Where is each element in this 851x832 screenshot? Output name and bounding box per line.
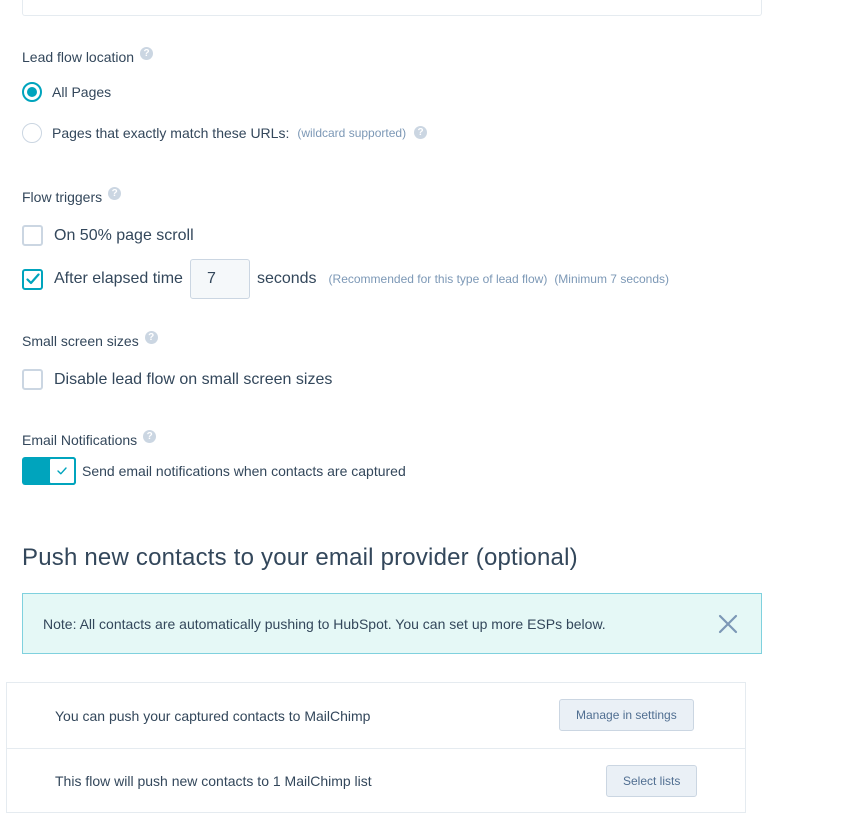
info-note [22, 593, 762, 654]
small-screen-label: Small screen sizes [22, 333, 139, 349]
help-icon[interactable]: ? [140, 47, 153, 60]
section-title: Push new contacts to your email provider (optional) [22, 544, 578, 571]
flow-triggers-label: Flow triggers [22, 189, 103, 205]
small-screen-heading [22, 333, 158, 349]
help-icon[interactable]: ? [145, 331, 158, 344]
checkbox-page-scroll[interactable] [22, 225, 194, 246]
radio-matching-urls[interactable] [22, 123, 427, 143]
flow-triggers-heading [22, 189, 121, 205]
email-notifications-label: Email Notifications [22, 432, 138, 448]
manage-in-settings-button[interactable]: Manage in settings [559, 699, 694, 731]
elapsed-time-label: After elapsed time [54, 270, 183, 287]
wildcard-hint: (wildcard supported) [297, 126, 407, 140]
esp-list [6, 682, 746, 813]
previous-section-box [22, 0, 762, 16]
checkbox-checked[interactable] [22, 269, 43, 290]
email-notifications-toggle[interactable] [22, 457, 76, 485]
email-notifications-toggle-row [22, 457, 406, 485]
lead-flow-location-label: Lead flow location [22, 49, 135, 65]
check-icon [57, 467, 67, 475]
checkbox-disable-small-screen[interactable] [22, 369, 332, 390]
seconds-unit: seconds [256, 270, 317, 287]
esp-row-text: You can push your captured contacts to MailChimp [55, 707, 371, 724]
checkbox[interactable] [22, 369, 43, 390]
select-lists-button[interactable]: Select lists [606, 765, 697, 797]
help-icon[interactable]: ? [108, 187, 121, 200]
email-notifications-heading [22, 432, 156, 448]
note-text: Note: All contacts are automatically pushing to HubSpot. You can set up more ESPs below. [43, 615, 606, 632]
radio-button[interactable] [22, 123, 42, 143]
esp-row-text: This flow will push new contacts to 1 MailChimp list [55, 773, 372, 789]
elapsed-seconds-input[interactable] [190, 259, 250, 299]
toggle-knob [48, 457, 76, 485]
close-icon[interactable] [717, 613, 739, 635]
lead-flow-location-heading [22, 49, 153, 65]
list-item [7, 748, 745, 813]
radio-button-selected[interactable] [22, 82, 42, 102]
radio-matching-urls-label: Pages that exactly match these URLs: [52, 125, 290, 141]
checkbox[interactable] [22, 225, 43, 246]
disable-small-screen-label: Disable lead flow on small screen sizes [54, 370, 333, 388]
check-icon [26, 273, 40, 285]
recommended-hint: (Recommended for this type of lead flow) [328, 272, 548, 286]
radio-all-pages-label: All Pages [52, 84, 112, 100]
help-icon[interactable]: ? [143, 430, 156, 443]
email-notifications-toggle-label: Send email notifications when contacts are captured [82, 463, 406, 479]
page-scroll-label: On 50% page scroll [54, 226, 194, 244]
list-item [7, 683, 745, 748]
checkbox-elapsed-time[interactable] [22, 259, 669, 299]
minimum-hint: (Minimum 7 seconds) [554, 272, 670, 286]
help-icon[interactable]: ? [414, 126, 427, 139]
radio-all-pages[interactable] [22, 82, 111, 102]
